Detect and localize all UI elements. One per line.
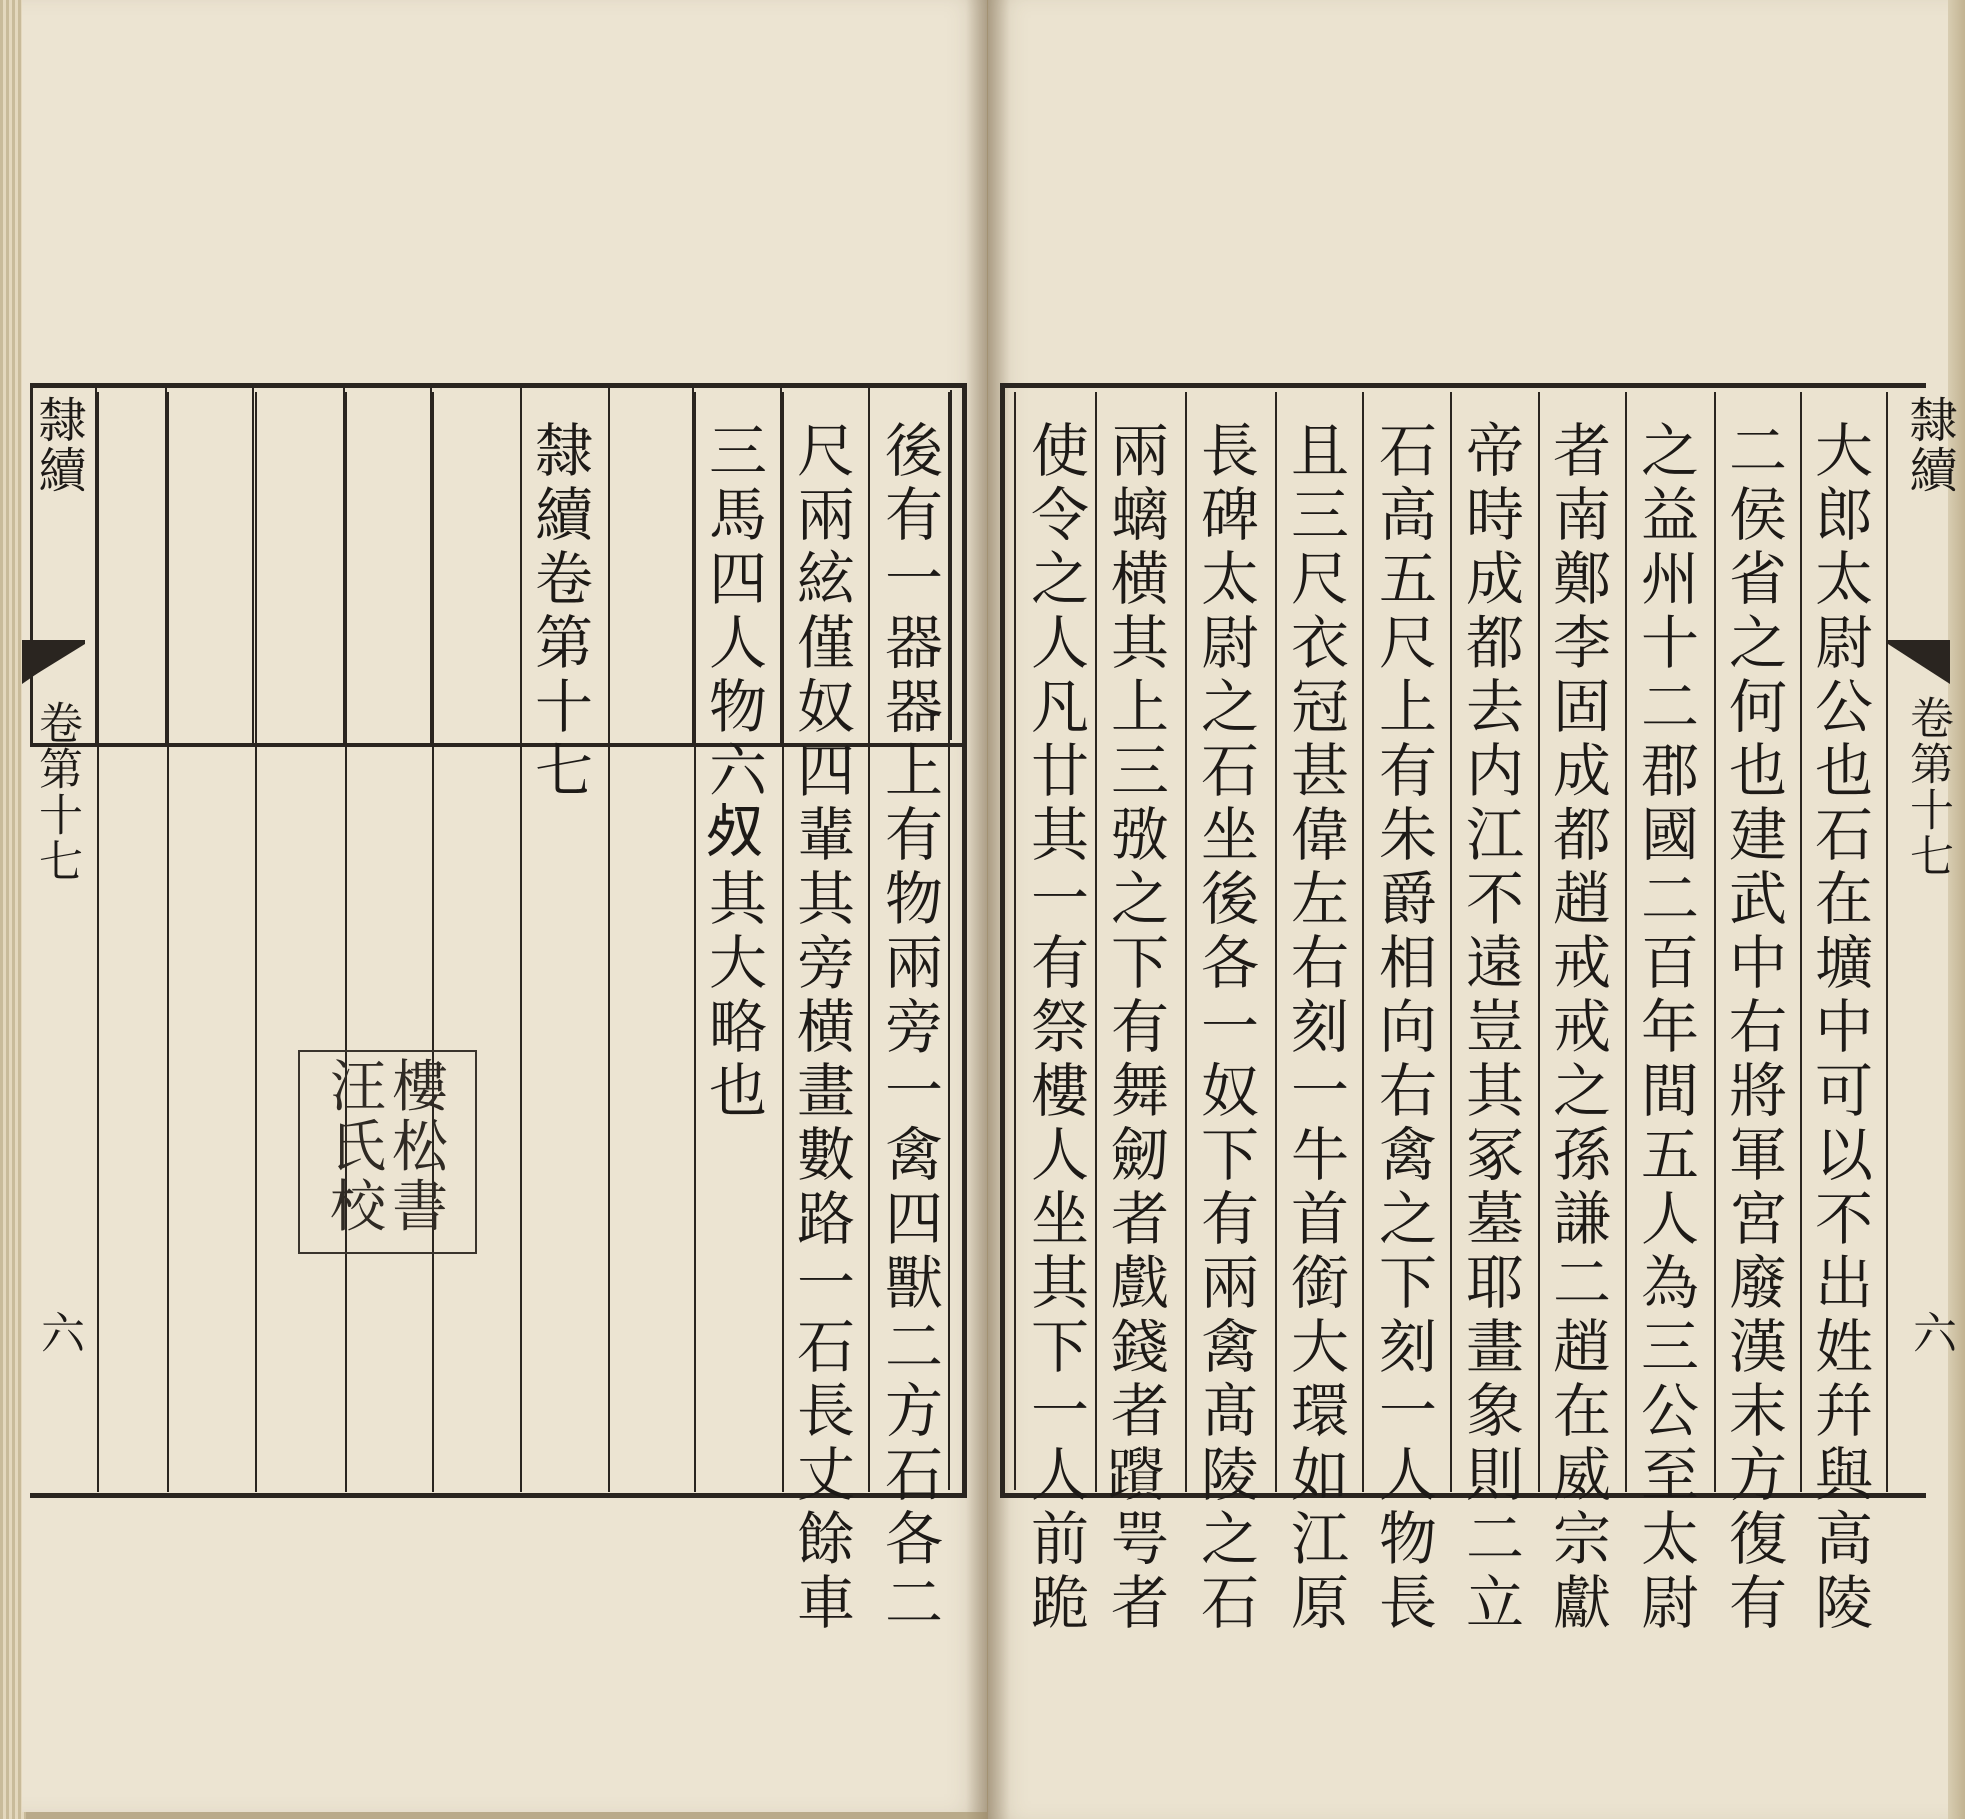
left-column-rule [167,392,169,1492]
right-top-border [1000,383,1926,388]
right-column-rule [1886,392,1888,1492]
right-text-column-7: 且三尺衣冠甚偉左右刻一牛首銜大環如江原 [1281,420,1349,1636]
right-text-column-8: 長碑太尉之石坐後各一奴下有兩禽髙陵之石 [1191,420,1259,1636]
right-text-column-5: 帝時成都去内江不遠豈其冢墓耶畫象則二立 [1456,420,1524,1636]
seal-char: 樓 [392,1055,448,1120]
right-text-column-3: 之益州十二郡國二百年間五人為三公至太尉 [1631,420,1699,1636]
right-margin-title: 隸續 [1901,395,1957,495]
left-column-rule [782,392,784,1492]
left-rule [252,388,254,743]
right-margin-page: 六 [1905,1310,1956,1356]
right-column-rule [1362,392,1364,1492]
right-column-rule [1450,392,1452,1492]
collector-seal [298,1050,477,1254]
left-column-rule [520,392,522,1492]
right-text-column-9: 兩螭横其上三㢸之下有舞劒者戲錢者𨇚咢者 [1101,420,1169,1636]
right-column-rule [1625,392,1627,1492]
right-fishtail-shape [1888,644,1950,684]
seal-char: 氏 [330,1115,386,1180]
right-text-column-10: 使令之人凡廿其一有祭樓人坐其下一人前跪 [1021,420,1089,1636]
left-volume-end-title: 隸續卷第十七 [525,420,593,804]
right-text-column-6: 石高五尺上有朱爵相向右禽之下刻一人物長 [1369,420,1437,1636]
left-text-column-3: 三馬四人物六𣦼其大略也 [699,420,767,1124]
right-column-rule [1714,392,1716,1492]
left-text-column-2: 尺兩絃僅奴四輩其旁横畫數路一石長丈餘車 [787,420,855,1636]
right-inner-border [1014,392,1016,1490]
left-fishtail-shape [22,644,80,684]
left-column-rule [694,392,696,1492]
right-text-column-4: 者南鄭李固成都趙戒戒之孫謙二趙在威宗獻 [1543,420,1611,1636]
left-right-border [962,383,967,1498]
left-column-rule [868,392,870,1492]
right-column-rule [1538,392,1540,1492]
right-column-rule [1185,392,1187,1492]
seal-char: 書 [392,1175,448,1240]
left-column-rule [608,392,610,1492]
left-top-border [30,383,965,388]
left-column-rule [432,392,434,1492]
right-margin-volume: 卷第十七 [1902,695,1953,879]
left-column-rule [345,392,347,1492]
right-text-column-2: 二侯省之何也建武中右將軍宮廢漢末方復有 [1719,420,1787,1636]
seal-char: 汪 [330,1055,386,1120]
left-margin-volume: 卷第十七 [31,700,82,884]
left-inner-border [948,392,950,1490]
seal-char: 校 [330,1175,386,1240]
right-column-rule [1800,392,1802,1492]
right-column-rule [1095,392,1097,1492]
right-left-border [1000,383,1005,1498]
right-page-edge [1948,0,1965,1819]
seal-char: 松 [392,1115,448,1180]
left-column-rule [97,392,99,1492]
right-text-column-1: 大郎太尉公也石在壙中可以不出姓幷與高陵 [1805,420,1873,1636]
right-column-rule [1275,392,1277,1492]
left-text-column-1: 後有一器器上有物兩旁一禽四獸二方石各二 [875,420,943,1636]
left-frame-inner [950,390,952,740]
left-column-rule [255,392,257,1492]
left-margin-page: 六 [33,1310,84,1356]
left-margin-title: 隸續 [30,395,86,495]
